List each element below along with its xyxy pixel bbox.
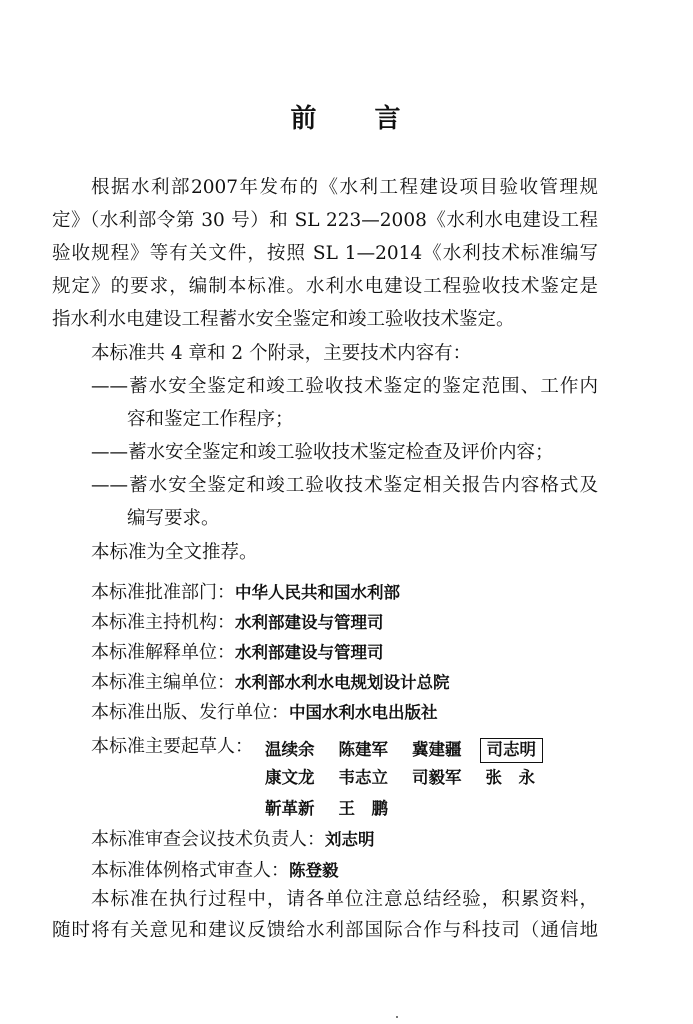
- info-row-approval: [91, 584, 400, 602]
- info-value: 中国水利水电出版社: [289, 703, 438, 722]
- info-label: 本标准批准部门：: [91, 582, 235, 603]
- info-label: 本标准主编单位：: [91, 672, 235, 693]
- drafter-name: 韦志立: [338, 768, 388, 787]
- info-row-publisher: [91, 704, 438, 722]
- drafters-label-text: 本标准主要起草人：: [91, 736, 253, 757]
- scan-speck: [396, 1016, 398, 1018]
- drafter-name: 温续余: [265, 740, 315, 759]
- paragraph-line: 根据水利部2007年发布的《水利工程建设项目验收管理规: [91, 177, 598, 198]
- reviewer-row-meeting: [91, 831, 375, 849]
- reviewer-label: 本标准体例格式审查人：: [91, 860, 289, 881]
- info-row-editor: [91, 674, 450, 692]
- info-label: 本标准解释单位：: [91, 642, 235, 663]
- drafters-label: [91, 738, 253, 756]
- drafter-name: 陈建军: [338, 740, 388, 759]
- drafters-row: [265, 801, 412, 818]
- drafters-row: [265, 770, 559, 787]
- drafter-name-boxed: 司志明: [480, 738, 544, 763]
- drafter-name: 冀建疆: [412, 740, 462, 759]
- closing-line: 随时将有关意见和建议反馈给水利部国际合作与科技司（通信地: [52, 920, 598, 941]
- info-value: 水利部建设与管理司: [235, 643, 384, 662]
- drafter-name: 司毅军: [412, 768, 462, 787]
- reviewer-value: 陈登毅: [289, 861, 339, 880]
- reviewer-row-format: [91, 862, 339, 880]
- drafter-name: 王 鹏: [338, 799, 388, 818]
- bullet-continuation: 编写要求。: [127, 508, 220, 529]
- title-char-1: 前: [290, 104, 319, 134]
- drafter-name: 康文龙: [265, 768, 315, 787]
- content-intro: 本标准共 4 章和 2 个附录，主要技术内容有：: [91, 343, 472, 364]
- paragraph-line: 规定》的要求，编制本标准。水利水电建设工程验收技术鉴定是: [52, 276, 598, 297]
- bullet-line: ——蓄水安全鉴定和竣工验收技术鉴定检查及评价内容；: [91, 442, 554, 463]
- paragraph-line: 指水利水电建设工程蓄水安全鉴定和竣工验收技术鉴定。: [52, 309, 515, 330]
- page-title: [0, 98, 693, 135]
- info-row-host: [91, 614, 384, 632]
- paragraph-line: 验收规程》等有关文件，按照 SL 1—2014《水利技术标准编写: [52, 243, 598, 264]
- info-value: 水利部建设与管理司: [235, 613, 384, 632]
- info-label: 本标准出版、发行单位：: [91, 702, 289, 723]
- info-label: 本标准主持机构：: [91, 612, 235, 633]
- paragraph-line: 定》（水利部令第 30 号）和 SL 223—2008《水利水电建设工程: [52, 210, 598, 231]
- bullet-line: ——蓄水安全鉴定和竣工验收技术鉴定的鉴定范围、工作内: [91, 376, 598, 397]
- title-char-2: 言: [374, 104, 403, 134]
- info-row-interpret: [91, 644, 384, 662]
- info-value: 水利部水利水电规划设计总院: [235, 673, 450, 692]
- closing-line: 本标准在执行过程中，请各单位注意总结经验，积累资料，: [91, 889, 598, 910]
- reviewer-label: 本标准审查会议技术负责人：: [91, 829, 325, 850]
- drafter-name: 靳革新: [265, 799, 315, 818]
- drafter-name: 张 永: [485, 768, 535, 787]
- bullet-line: ——蓄水安全鉴定和竣工验收技术鉴定相关报告内容格式及: [91, 475, 598, 496]
- bullet-continuation: 容和鉴定工作程序；: [127, 409, 294, 430]
- recommend-line: 本标准为全文推荐。: [91, 542, 258, 563]
- drafters-row: [265, 738, 567, 763]
- info-value: 中华人民共和国水利部: [235, 583, 400, 602]
- reviewer-value: 刘志明: [325, 830, 375, 849]
